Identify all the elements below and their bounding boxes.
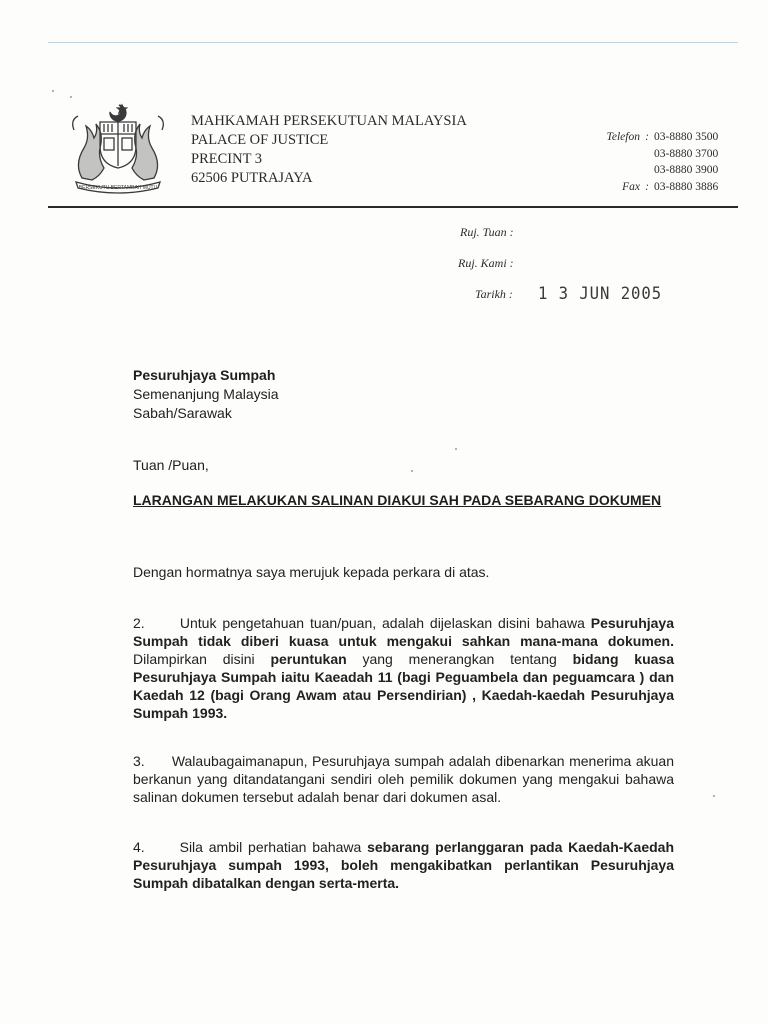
emphasis-text: sebarang perlanggaran pada Kaedah-Kaedah Pesuruhjaya sumpah 1993, boleh mengakibatkan perlantikan Pesuruhjaya Sumpah dibatalkan dengan serta-merta. [133, 839, 674, 891]
emphasis-text: peruntukan [270, 651, 347, 667]
crest-motto: BERSEKUTU BERTAMBAH MUTU [78, 185, 158, 191]
phone-separator [640, 162, 654, 179]
phone-label [588, 162, 640, 179]
emphasis-text: Pesuruhjaya Sumpah tidak diberi kuasa untuk mengakui sahkan mana-mana dokumen. [133, 615, 674, 649]
body-text: 3. Walaubagaimanapun, Pesuruhjaya sumpah adalah dibenarkan menerima akuan berkanun yang ditandatangani sendiri oleh pemilik dokumen yang mengakui bahawa salinan dokumen tersebut adalah benar dari dokumen asal. [133, 753, 674, 805]
scan-speck [52, 90, 54, 92]
contact-numbers [588, 129, 718, 195]
emphasis-text: bidang kuasa Pesuruhjaya Sumpah iaitu Kaeadah 11 (bagi Peguambela dan peguamcara ) dan Kaedah 12 (bagi Orang Awam atau Persendirian) , Kaedah-kaedah Pesuruhjaya Sumpah 1993. [133, 651, 674, 721]
fax-number: 03-8880 3886 [654, 180, 719, 193]
phone-number: 03-8880 3700 [654, 147, 719, 160]
phone-label: Telefon [606, 131, 640, 143]
phone-row [588, 129, 718, 146]
paragraph-4 [133, 838, 674, 892]
phone-separator [640, 146, 654, 163]
recipient-name: Pesuruhjaya Sumpah [133, 367, 276, 383]
phone-row [588, 162, 718, 179]
phone-number: 03-8880 3500 [654, 131, 719, 143]
fax-label: Fax [622, 180, 640, 193]
top-border-line [48, 42, 738, 43]
court-postcode-city: 62506 PUTRAJAYA [191, 170, 313, 186]
recipient-block [133, 366, 279, 423]
letter-subject: LARANGAN MELAKUKAN SALINAN DIAKUI SAH PADA SEBARANG DOKUMEN [133, 492, 662, 508]
body-text: yang menerangkan tentang [346, 651, 573, 667]
scan-speck [411, 470, 413, 472]
salutation: Tuan /Puan, [133, 457, 209, 473]
date-label: Tarikh : [475, 287, 513, 301]
scan-speck [455, 448, 457, 450]
court-precinct: PRECINT 3 [191, 151, 263, 167]
paragraph-3 [133, 752, 674, 806]
phone-number: 03-8880 3900 [654, 164, 719, 176]
phone-label [588, 146, 640, 163]
recipient-region: Semenanjung Malaysia [133, 386, 279, 402]
fax-row [588, 179, 718, 196]
court-address [191, 112, 467, 188]
reference-our: Ruj. Kami : [458, 256, 514, 270]
malaysia-coat-of-arms-icon [62, 100, 174, 196]
paragraph-2 [133, 614, 674, 722]
scan-speck [713, 795, 715, 797]
letterhead-divider [48, 206, 738, 208]
phone-row [588, 146, 718, 163]
reference-your: Ruj. Tuan : [460, 225, 514, 239]
recipient-region-east: Sabah/Sarawak [133, 405, 232, 421]
paragraph-1: Dengan hormatnya saya merujuk kepada perkara di atas. [133, 564, 490, 580]
phone-separator: : [645, 131, 649, 143]
body-text: 4. Sila ambil perhatian bahawa [133, 839, 368, 855]
fax-separator: : [645, 180, 649, 193]
court-name: MAHKAMAH PERSEKUTUAN MALAYSIA [191, 113, 467, 129]
court-building: PALACE OF JUSTICE [191, 132, 329, 148]
body-text: Dilampirkan disini [133, 651, 271, 667]
scan-speck [70, 96, 72, 98]
date-stamp: 1 3 JUN 2005 [538, 284, 663, 304]
body-text: 2. Untuk pengetahuan tuan/puan, adalah dijelaskan disini bahawa [133, 615, 591, 631]
